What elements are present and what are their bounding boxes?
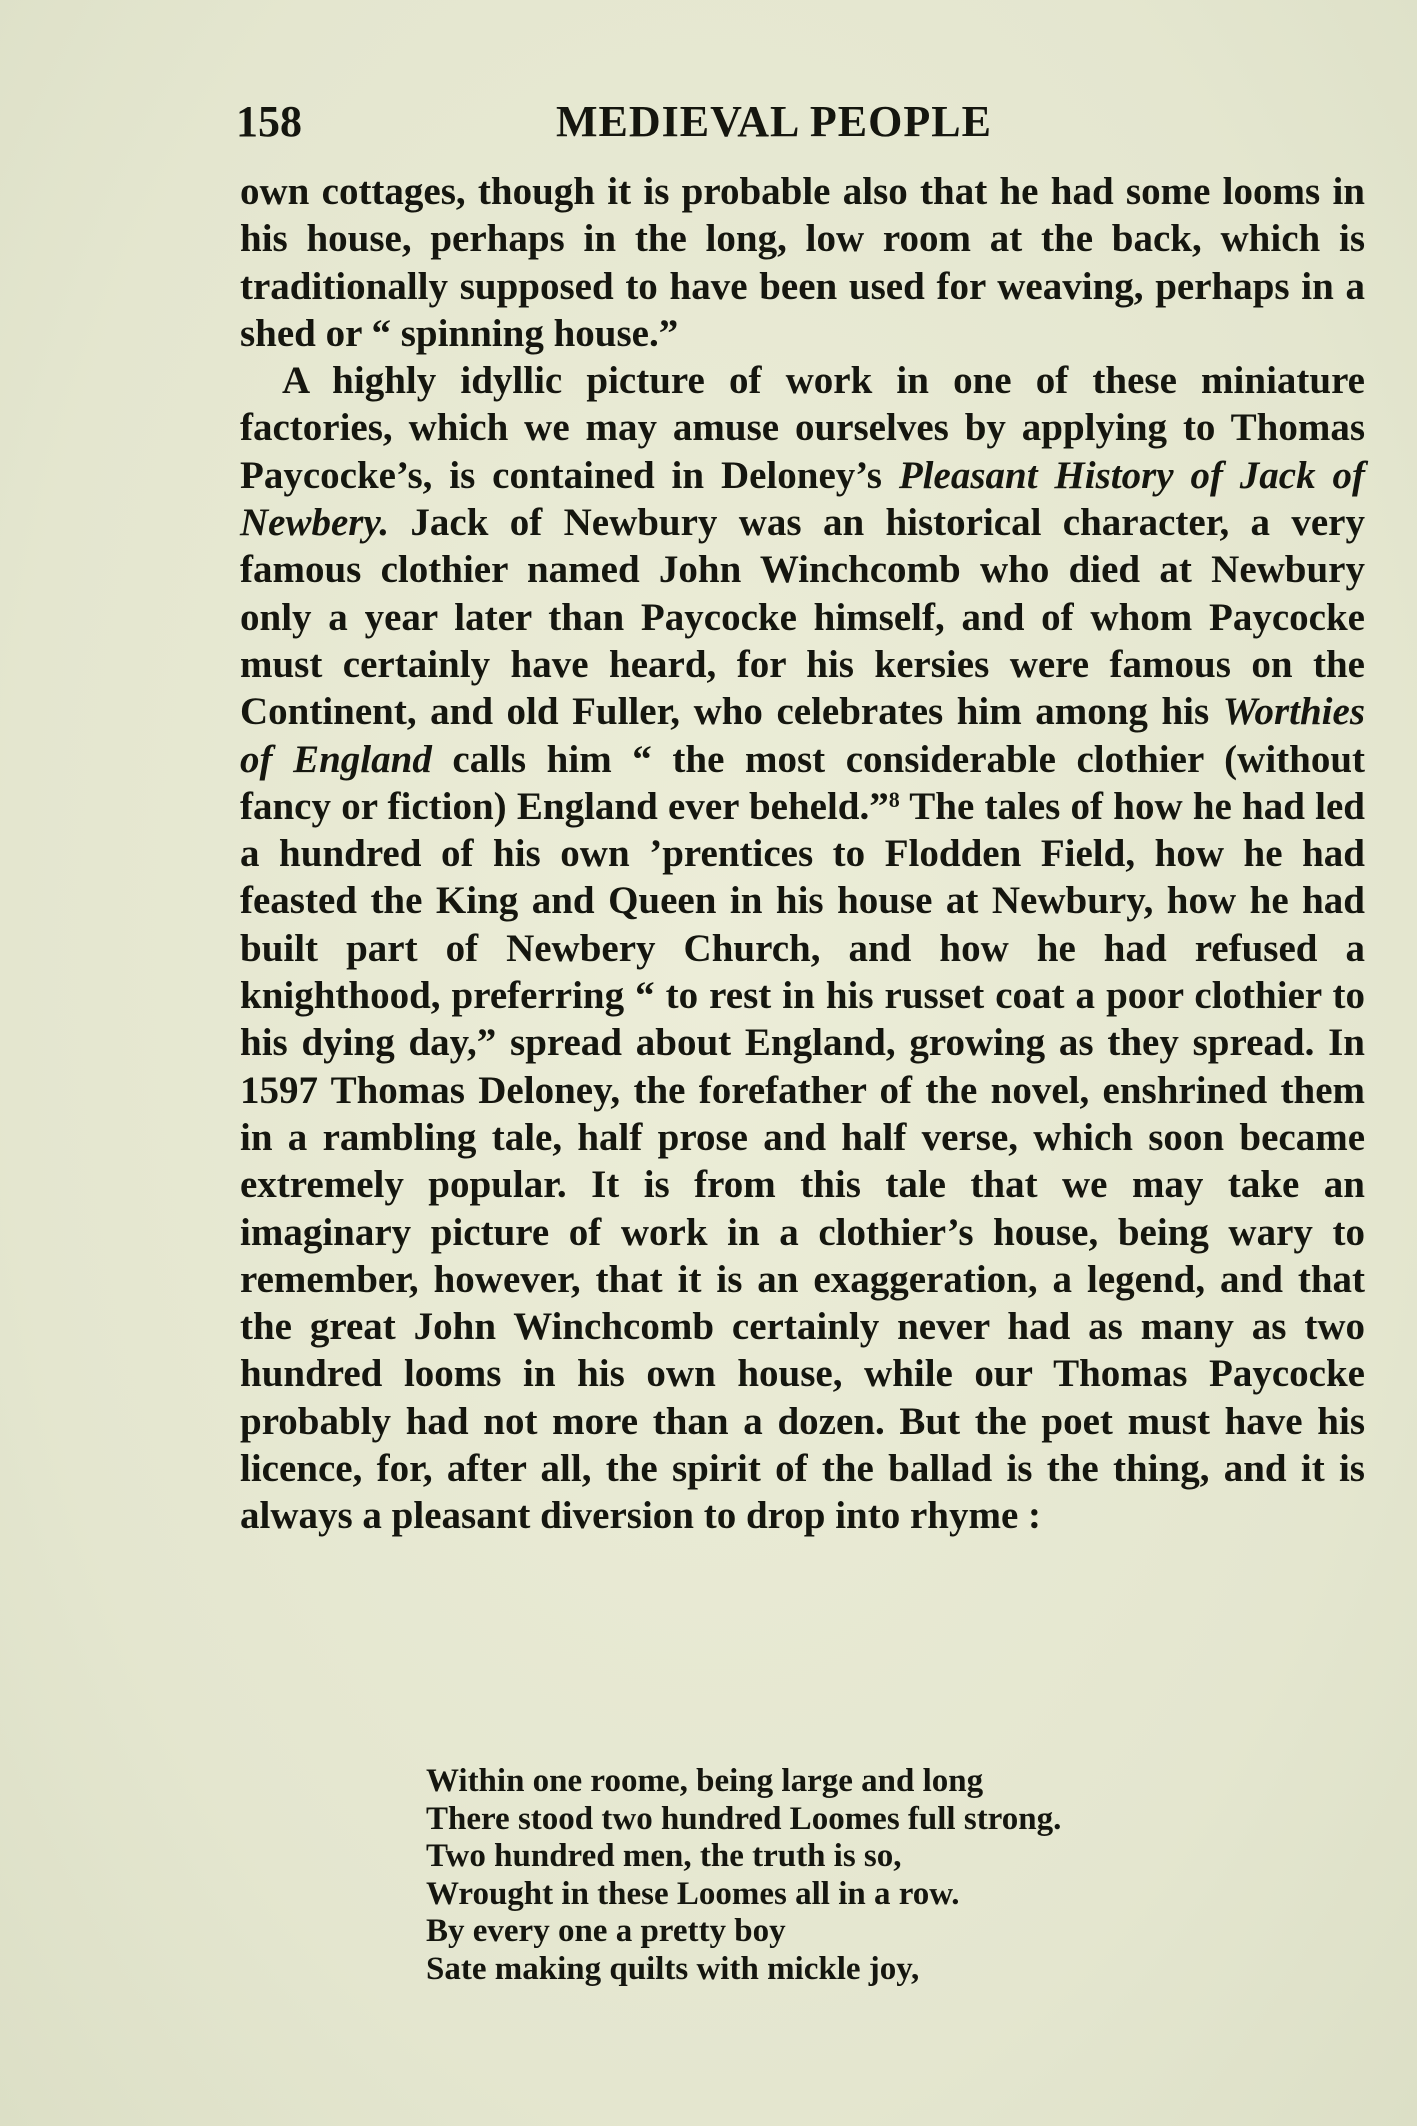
book-title-worthies-of-england: Worthies of England — [240, 690, 1365, 781]
verse-line: Two hundred men, the truth is so, — [426, 1838, 902, 1874]
verse-line: Sate making quilts with mickle joy, — [426, 1950, 920, 1987]
page-number: 158 — [236, 97, 302, 146]
verse-line: Within one roome, being large and long — [426, 1763, 984, 1799]
verse-line: By every one a pretty boy — [426, 1913, 786, 1949]
paragraph-2-text-a: A highly idyllic picture of work in one of these miniature factories, which we may amuse ourselves by applying to Thomas Paycocke’s, is contained in Deloney’s — [240, 359, 1365, 497]
running-title: MEDIEVAL PEOPLE — [556, 97, 992, 146]
paragraph-2-text-c: calls him “ the most considerable clothier (without fancy or fiction) England ever beheld.” — [240, 737, 1366, 828]
body-text — [240, 168, 1365, 1540]
book-title-pleasant-history: Pleasant History of Jack of Newbery. — [240, 453, 1365, 545]
paragraph-2 — [240, 357, 1365, 1539]
verse-block — [426, 1763, 1326, 1988]
paragraph-2-text-d: The tales of how he had led a hundred of his own ’prentices to Flodden Field, how he had feasted the King and Queen in his house at Newbury, how he had built part of Newbery Church, and how he had refused a knighthood, preferring “ to rest in his russet coat a poor clothier to his dying day,” spread about England, growing as they spread. In 1597 Thomas Deloney, the forefather of the novel, enshrined them in a rambling tale, half prose and half verse, which soon became extremely popular. It is from this tale that we may take an imaginary picture of work in a clothier’s house, being wary to remember, however, that it is an exaggeration, a legend, and that the great John Winchcomb certainly never had as many as two hundred looms in his own house, while our Thomas Paycocke probably had not more than a dozen. But the poet must have his licence, for, after all, the spirit of the ballad is the thing, and it is always a pleasant diversion to drop into rhyme : — [240, 784, 1365, 1538]
paragraph-1: own cottages, though it is probable also that he had some looms in his house, perhaps in the long, low room at the back, which is traditionally supposed to have been used for weaving, perhaps in a shed or “ spinning house.” — [240, 170, 1365, 355]
running-head — [236, 92, 1036, 152]
verse-line: Wrought in these Loomes all in a row. — [426, 1875, 960, 1912]
paragraph-2-text-b: Jack of Newbury was an historical character, a very famous clothier named John Winchcomb who died at Newbury only a year later than Paycocke himself, and of whom Paycocke must certainly have heard, for his kersies were famous on the Continent, and old Fuller, who celebrates him among his — [240, 501, 1365, 734]
verse-line: There stood two hundred Loomes full strong. — [426, 1800, 1062, 1837]
footnote-marker: 8 — [888, 786, 900, 812]
